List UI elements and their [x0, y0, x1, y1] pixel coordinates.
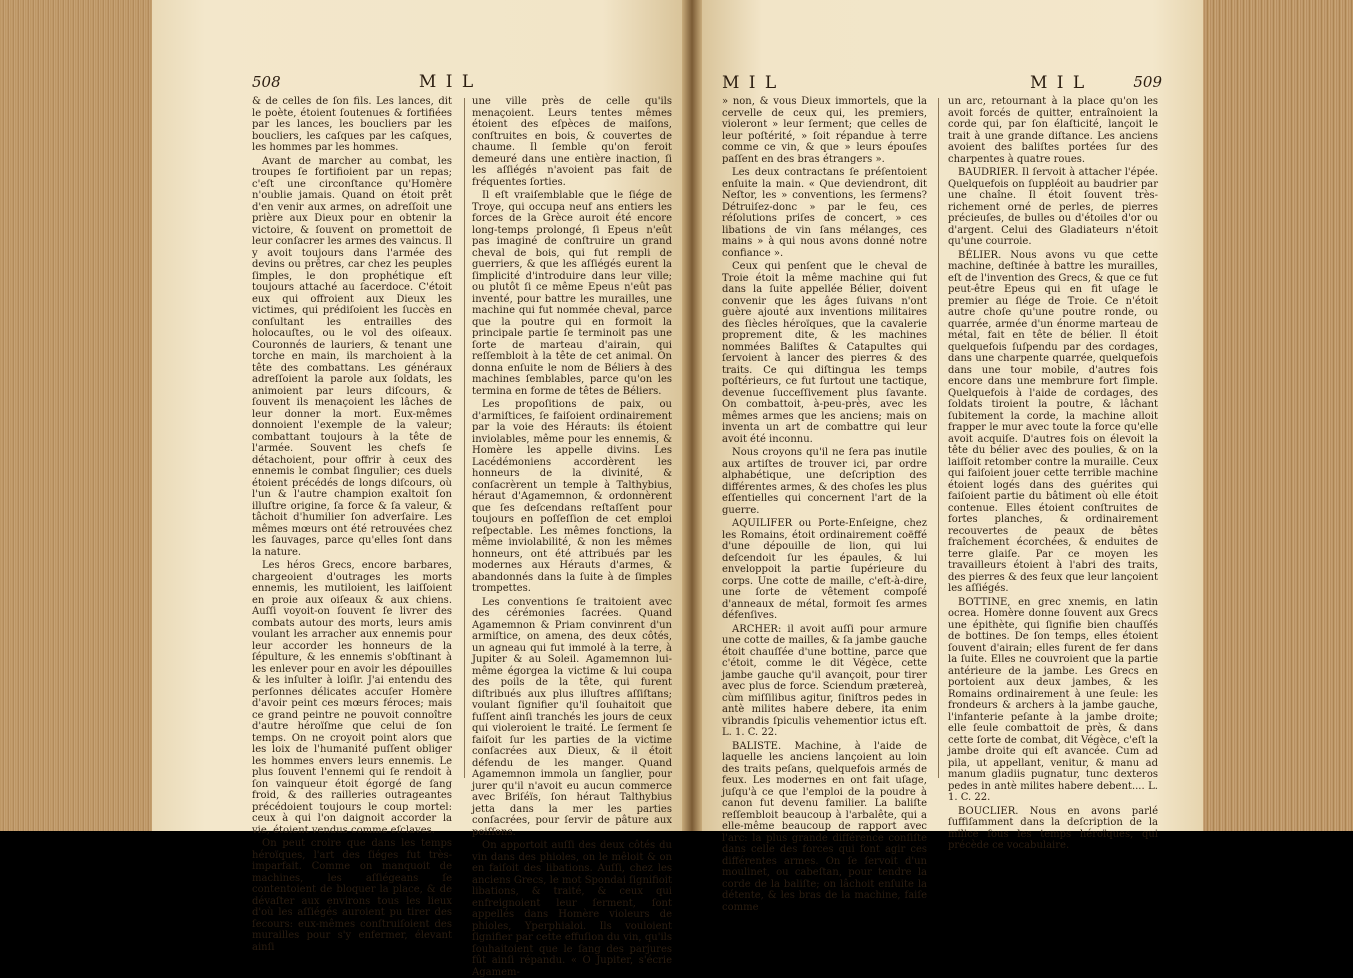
left-column-2 — [472, 96, 672, 978]
right-head-title: M I L — [1030, 73, 1087, 93]
left-running-head — [252, 72, 642, 94]
paragraph: Avant de marcher au combat, les troupes ſe fortifioient par un repas; c'eſt une circonſtance qu'Homère n'oublie jamais. Quand on étoit prêt d'en venir aux armes, on adreſſoit une prière aux Dieux pour en obtenir la victoire, & ſouvent on promettoit de leur conſacrer les armes des vaincus. Il y avoit toujours dans l'armée des devins ou prêtres, car chez les peuples ſimples, le don prophétique eſt toujours attaché au ſacerdoce. C'étoit eux qui offroient aux Dieux les victimes, qui prédiſoient les ſuccès en conſultant les entrailles des holocauſtes, ou le vol des oiſeaux. Couronnés de lauriers, & tenant une torche en main, ils marchoient à la tête des combattans. Les généraux adreſſoient la parole aux ſoldats, les animoient par leurs diſcours, & ſouvent ils menaçoient les lâches de leur donner la mort. Eux-mêmes donnoient l'exemple de la valeur; combattant toujours à la tête de l'armée. Souvent les chefs ſe détachoient, pour offrir à ceux des ennemis le combat ſingulier; ces duels étoient précédés de longs diſcours, où l'un & l'autre champion exaltoit ſon illuſtre origine, ſa force & ſa valeur, & tâchoit d'humilier ſon adverſaire. Les mêmes mœurs ont été retrouvées chez les ſauvages, parce qu'elles ſont dans la nature. — [252, 155, 452, 558]
paragraph: AQUILIFER ou Porte-Enſeigne, chez les Romains, étoit ordinairement coëffé d'une dépouille de lion, qui lui deſcendoit ſur les épaules, & lui enveloppoit la partie ſupérieure du corps. Une cotte de maille, c'eſt-à-dire, une ſorte de vêtement compoſé d'anneaux de métal, formoit ſes armes défenſives. — [722, 518, 927, 621]
paragraph: BÉLIER. Nous avons vu que cette machine, deſtinée à battre les murailles, eſt de l'invention des Grecs, & que ce fut peut-être Epeus qui en fit uſage le premier au ſiége de Troie. Ce n'étoit autre choſe qu'une poutre ronde, ou quarrée, armée d'un énorme marteau de métal, fait en tête de bélier. Il étoit quelquefois ſuſpendu par des cordages, dans une charpente quarrée, quelquefois dans une tour mobile, d'autres fois encore dans une membrure fort ſimple. Quelquefois à l'aide de cordages, des ſoldats tiroient la poutre, & lâchant ſubitement la corde, la machine alloit frapper le mur avec toute la force qu'elle avoit acquiſe. D'autres fois on élevoit la tête du bélier avec des poulies, & on la laiſſoit retomber contre la muraille. Ceux qui faiſoient jouer cette terrible machine étoient logés dans des guérites qui faiſoient partie du bâtiment où elle étoit contenue. Elles étoient conſtruites de fortes planches, & ordinairement recouvertes de peaux de bêtes fraîchement écorchées, & enduites de terre glaiſe. Par ce moyen les travailleurs étoient à l'abri des traits, des pierres & des feux que leur lançoient les aſſiégés. — [948, 249, 1158, 594]
right-page — [702, 0, 1203, 913]
right-running-head — [722, 72, 1162, 94]
paragraph: Les héros Grecs, encore barbares, chargeoient d'outrages les morts ennemis, les mutiloient, les laiſſoient en proie aux oiſeaux & aux chiens. Auſſi voyoit-on ſouvent ſe livrer des combats autour des morts, leurs amis voulant les arracher aux ennemis pour leur accorder les honneurs de la ſépulture, & les ennemis s'obſtinant à les enlever pour en avoir les dépouilles & les inſulter à loiſir. J'ai entendu des perſonnes délicates accuſer Homère d'avoir peint ces mœurs féroces; mais ce grand peintre ne pouvoit connoître d'autre héroïſme que celui de ſon temps. On ne croyoit point alors que les loix de l'humanité puſſent obliger les hommes envers leurs ennemis. Le plus ſouvent l'ennemi qui ſe rendoit à ſon vainqueur étoit égorgé de ſang froid, & des railleries outrageantes précédoient toujours le coup mortel: ceux à qui l'on daignoit accorder la vie, étoient vendus comme eſclaves. — [252, 560, 452, 836]
paragraph: On peut croire que dans les temps héroïques, l'art des ſiéges fut très-imparfait. Comme on manquoit de machines, les aſſiégeans ſe contentoient de bloquer la place, & de dévaſter aux environs tous les lieux d'où les aſſiégés auroient pu tirer des ſecours: eux-mêmes conſtruiſoient des murailles pour s'y enfermer, élevant ainſi — [252, 838, 452, 953]
paragraph: ARCHER: il avoit auſſi pour armure une cotte de mailles, & ſa jambe gauche étoit chauſſée d'une bottine, parce que c'étoit, comme le dit Végèce, cette jambe gauche qu'il avançoit, pour tirer avec plus de force. Sciendum prætereà, cùm miſſilibus agitur, ſiniſtros pedes in antè milites habere debere, ita enim vibrandis ſpiculis vehementior ictus eſt. L. 1. C. 22. — [722, 623, 927, 738]
book-edge-left — [0, 0, 152, 831]
paragraph: BOTTINE, en grec xnemis, en latin ocrea. Homère donne ſouvent aux Grecs une épithète, qui ſignifie bien chauſſés de bottines. De ſon temps, elles étoient ſouvent d'airain; elles furent de fer dans la ſuite. Elles ne couvroient que la partie antérieure de la jambe. Les Grecs en portoient aux deux jambes, & les Romains ordinairement à une ſeule: les frondeurs & archers à la jambe gauche, l'infanterie peſante à la jambe droite; elle ſeule combattoit de près, & dans cette ſorte de combat, dit Végèce, c'eſt la jambe droite qui eſt avancée. Cum ad pila, ut appellant, venitur, & manu ad manum gladiis pugnatur, tunc dexteros pedes in antè milites habere debent.... L. 1. C. 22. — [948, 596, 1158, 803]
paragraph: On apportoit auſſi des deux côtés du vin dans des phioles, on le mêloit & on en faiſoit des libations. Auſſi, chez les anciens Grecs, le mot Spondai ſignifioit libations, & traité, & ceux qui enfreignoient leur ſerment, ſont appellés dans Homère violeurs de phioles, Yperphialoi. Ils vouloient ſignifier par cette effuſion du vin, qu'ils ſouhaitoient que le ſang des parjures fût ainſi répandu. « O Jupiter, s'écrie Agamem- — [472, 840, 672, 978]
paragraph: Les propoſitions de paix, ou d'armiſtices, ſe faiſoient ordinairement par la voie des Hérauts: ils étoient inviolables, même pour les ennemis, & Homère les appelle divins. Les Lacédémoniens accordèrent les honneurs de la divinité, & conſacrèrent un temple à Talthybius, héraut d'Agamemnon, & ordonnèrent que ſes deſcendans reſtaſſent pour toujours en poſſeſſion de cet emploi reſpectable. Les mêmes fonctions, la même inviolabilité, & non les mêmes honneurs, ont été attribués par les modernes aux Hérauts d'armes, & abandonnés dans la ſuite à de ſimples trompettes. — [472, 399, 672, 594]
paragraph: un arc, retournant à la place qu'on les avoit forcés de quitter, entraînoient la corde qui, par ſon élaſticité, lançoit le trait à une grande diſtance. Les anciens avoient des baliſtes portées ſur des charpentes à quatre roues. — [948, 96, 1158, 165]
paragraph: Nous croyons qu'il ne ſera pas inutile aux artiſtes de trouver ici, par ordre alphabétique, une deſcription des différentes armes, & des choſes les plus eſſentielles qui concernent l'art de la guerre. — [722, 447, 927, 516]
book-edge-right — [1203, 0, 1353, 831]
paragraph: BALISTE. Machine, à l'aide de laquelle les anciens lançoient au loin des traits peſans, quelquefois armés de feux. Les modernes en ont fait uſage, juſqu'à ce que l'emploi de la poudre à canon fut devenu familier. La baliſte reſſembloit beaucoup à l'arbalête, qui a elle-même beaucoup de rapport avec l'arc: la plus grande différence conſiſte dans celle des forces qui font agir ces différentes armes. On ſe ſervoit d'un moulinet, ou cabeſtan, pour tendre la corde de la baliſte; on lâchoit enſuite la détente, & les bras de la machine, faiſe comme — [722, 740, 927, 913]
paragraph: Il eſt vraiſemblable que le ſiége de Troye, qui occupa neuf ans entiers les forces de la Grèce auroit été encore long-temps prolongé, ſi Epeus n'eût pas imaginé de conſtruire un grand cheval de bois, qui fut rempli de guerriers, & que les aſſiégés eurent la ſimplicité d'introduire dans leur ville; ou plutôt ſi ce même Epeus n'eût pas inventé, pour battre les murailles, une machine qui fut nommée cheval, parce que la poutre qui en formoit la principale partie ſe terminoit pas une ſorte de marteau d'airain, qui reſſembloit à la tête de cet animal. On donna enſuite le nom de Béliers à des machines ſemblables, parce qu'on les termina en forme de têtes de Béliers. — [472, 190, 672, 397]
right-column-2 — [948, 96, 1158, 851]
paragraph: Les conventions ſe traitoient avec des cérémonies ſacrées. Quand Agamemnon & Priam convinrent d'un armiſtice, on amena, des deux côtés, un agneau qui fut immolé à la terre, à Jupiter & au Soleil. Agamemnon lui-même égorgea la victime & lui coupa des poils de la tête, qui furent diſtribués aux plus illuſtres aſſiſtans; voulant ſignifier qu'il ſouhaitoit que fuſſent ainſi tranchés les jours de ceux qui violeroient le traité. Le ſerment ſe faiſoit ſur les parties de la victime conſacrées aux Dieux, & il étoit défendu de les manger. Quand Agamemnon immola un ſanglier, pour jurer qu'il n'avoit eu aucun commerce avec Briſéïs, ſon héraut Talthybius jetta dans la mer les parties conſacrées, pour ſervir de pâture aux poiſſons. — [472, 596, 672, 838]
paragraph: & de celles de ſon fils. Les lances, dit le poète, étoient ſoutenues & fortifiées par les lances, les boucliers par les boucliers, les caſques par les caſques, les hommes par les hommes. — [252, 96, 452, 153]
right-head-title-left: M I L — [722, 73, 779, 93]
left-page-number: 508 — [252, 73, 281, 91]
column-rule — [938, 98, 939, 778]
left-page — [152, 0, 682, 978]
right-page-number: 509 — [1133, 73, 1162, 91]
left-column-1 — [252, 96, 452, 953]
left-head-title: M I L — [418, 72, 476, 92]
right-column-1 — [722, 96, 927, 913]
paragraph: Ceux qui penſent que le cheval de Troie étoit la même machine qui fut dans la ſuite appellée Bélier, doivent convenir que les âges ſuivans n'ont guère ajouté aux inventions militaires des ſiècles héroïques, que la cavalerie proprement dite, & les machines nommées Baliſtes & Catapultes qui ſervoient à lancer des pierres & des traits. Ce qui diſtingua les temps poſtérieurs, ce fut ſurtout une tactique, devenue ſucceſſivement plus ſavante. On combattoit, à-peu-près, avec les mêmes armes que les anciens; mais on inventa un art de combattre qui leur avoit été inconnu. — [722, 261, 927, 445]
column-rule — [464, 98, 465, 778]
paragraph: BAUDRIER. Il ſervoit à attacher l'épée. Quelquefois on ſuppléoit au baudrier par une chaîne. Il étoit ſouvent très-richement orné de perles, de pierres précieuſes, de bulles ou d'étoiles d'or ou d'argent. Celui des Gladiateurs n'étoit qu'une courroie. — [948, 167, 1158, 247]
paragraph: » non, & vous Dieux immortels, que la cervelle de ceux qui, les premiers, violeront » leur ſerment; que celles de leur poſtérité, » ſoit répandue à terre comme ce vin, & que » leurs épouſes paſſent en des bras étrangers ». — [722, 96, 927, 165]
book-gutter — [682, 0, 702, 831]
paragraph: une ville près de celle qu'ils menaçoient. Leurs tentes mêmes étoient des eſpèces de maiſons, conſtruites en bois, & couvertes de chaume. Il ſemble qu'on feroit demeuré dans une entière inaction, ſi les aſſiégés n'avoient pas fait de fréquentes ſorties. — [472, 96, 672, 188]
paragraph: BOUCLIER. Nous en avons parlé ſuffiſamment dans la deſcription de la milice ſous les temps héroïques, qui précède ce vocabulaire. — [948, 805, 1158, 851]
paragraph: Les deux contractans ſe préſentoient enſuite la main. « Que deviendront, dit Neſtor, les » conventions, les ſermens? Détruiſez-donc » par le feu, ces réſolutions priſes de concert, » ces libations de vin ſans mélanges, ces mains » à qui nous avons donné notre confiance ». — [722, 167, 927, 259]
